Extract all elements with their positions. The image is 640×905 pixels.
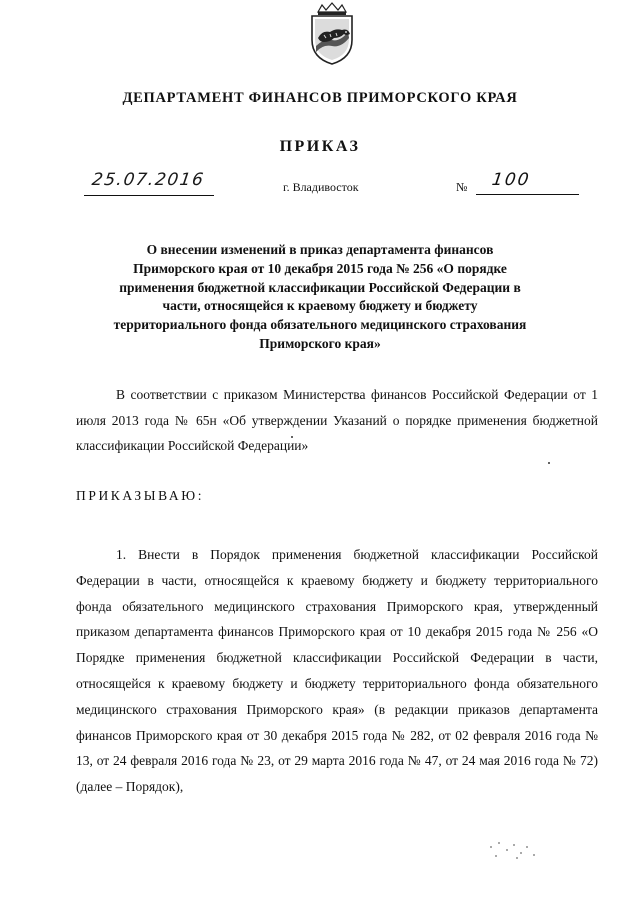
order-date: 25.07.2016 [90, 170, 206, 190]
order-verb: ПРИКАЗЫВАЮ: [76, 488, 205, 503]
number-sign: № [456, 180, 468, 194]
order-subject: О внесении изменений в приказ департамента финансов Приморского края от 10 декабря 2015 года № 256 «О порядке применения бюджетной классификации Российской Федерации в части, относящейся к краевому бюджету и бюджету территориального фонда обязательного медицинского страхования Приморского края» [113, 242, 527, 351]
scan-speck [548, 462, 550, 464]
order-item-1: 1. Внести в Порядок применения бюджетной классификации Российской Федерации в части, относящейся к краевому бюджету и бюджету территориального фонда обязательного медицинского страхования Приморского края, утвержденный приказом департамента финансов Приморского края от 10 декабря 2015 года № 256 «О Порядке применения бюджетной классификации Российской Федерации в части, относящейся к краевому бюджету и бюджету территориального фонда обязательного медицинского страхования Приморского края» (в редакции приказов департамента финансов Приморского края от 30 декабря 2015 года № 282, от 02 февраля 2016 года № 13, от 24 февраля 2016 года № 23, от 29 марта 2016 года № 47, от 24 мая 2016 года № 72) (далее – Порядок), [76, 547, 598, 795]
scan-speck [291, 436, 293, 438]
coat-of-arms-icon [304, 2, 360, 66]
department-title: ДЕПАРТАМЕНТ ФИНАНСОВ ПРИМОРСКОГО КРАЯ [122, 90, 518, 106]
document-type-title: ПРИКАЗ [279, 138, 361, 155]
preamble-paragraph: В соответствии с приказом Министерства финансов Российской Федерации от 1 июля 2013 года № 65н «Об утверждении Указаний о порядке применения бюджетной классификации Российской Федерации» [76, 387, 598, 453]
order-number: 100 [490, 170, 532, 190]
scan-noise [486, 840, 546, 860]
order-city: г. Владивосток [283, 180, 359, 194]
